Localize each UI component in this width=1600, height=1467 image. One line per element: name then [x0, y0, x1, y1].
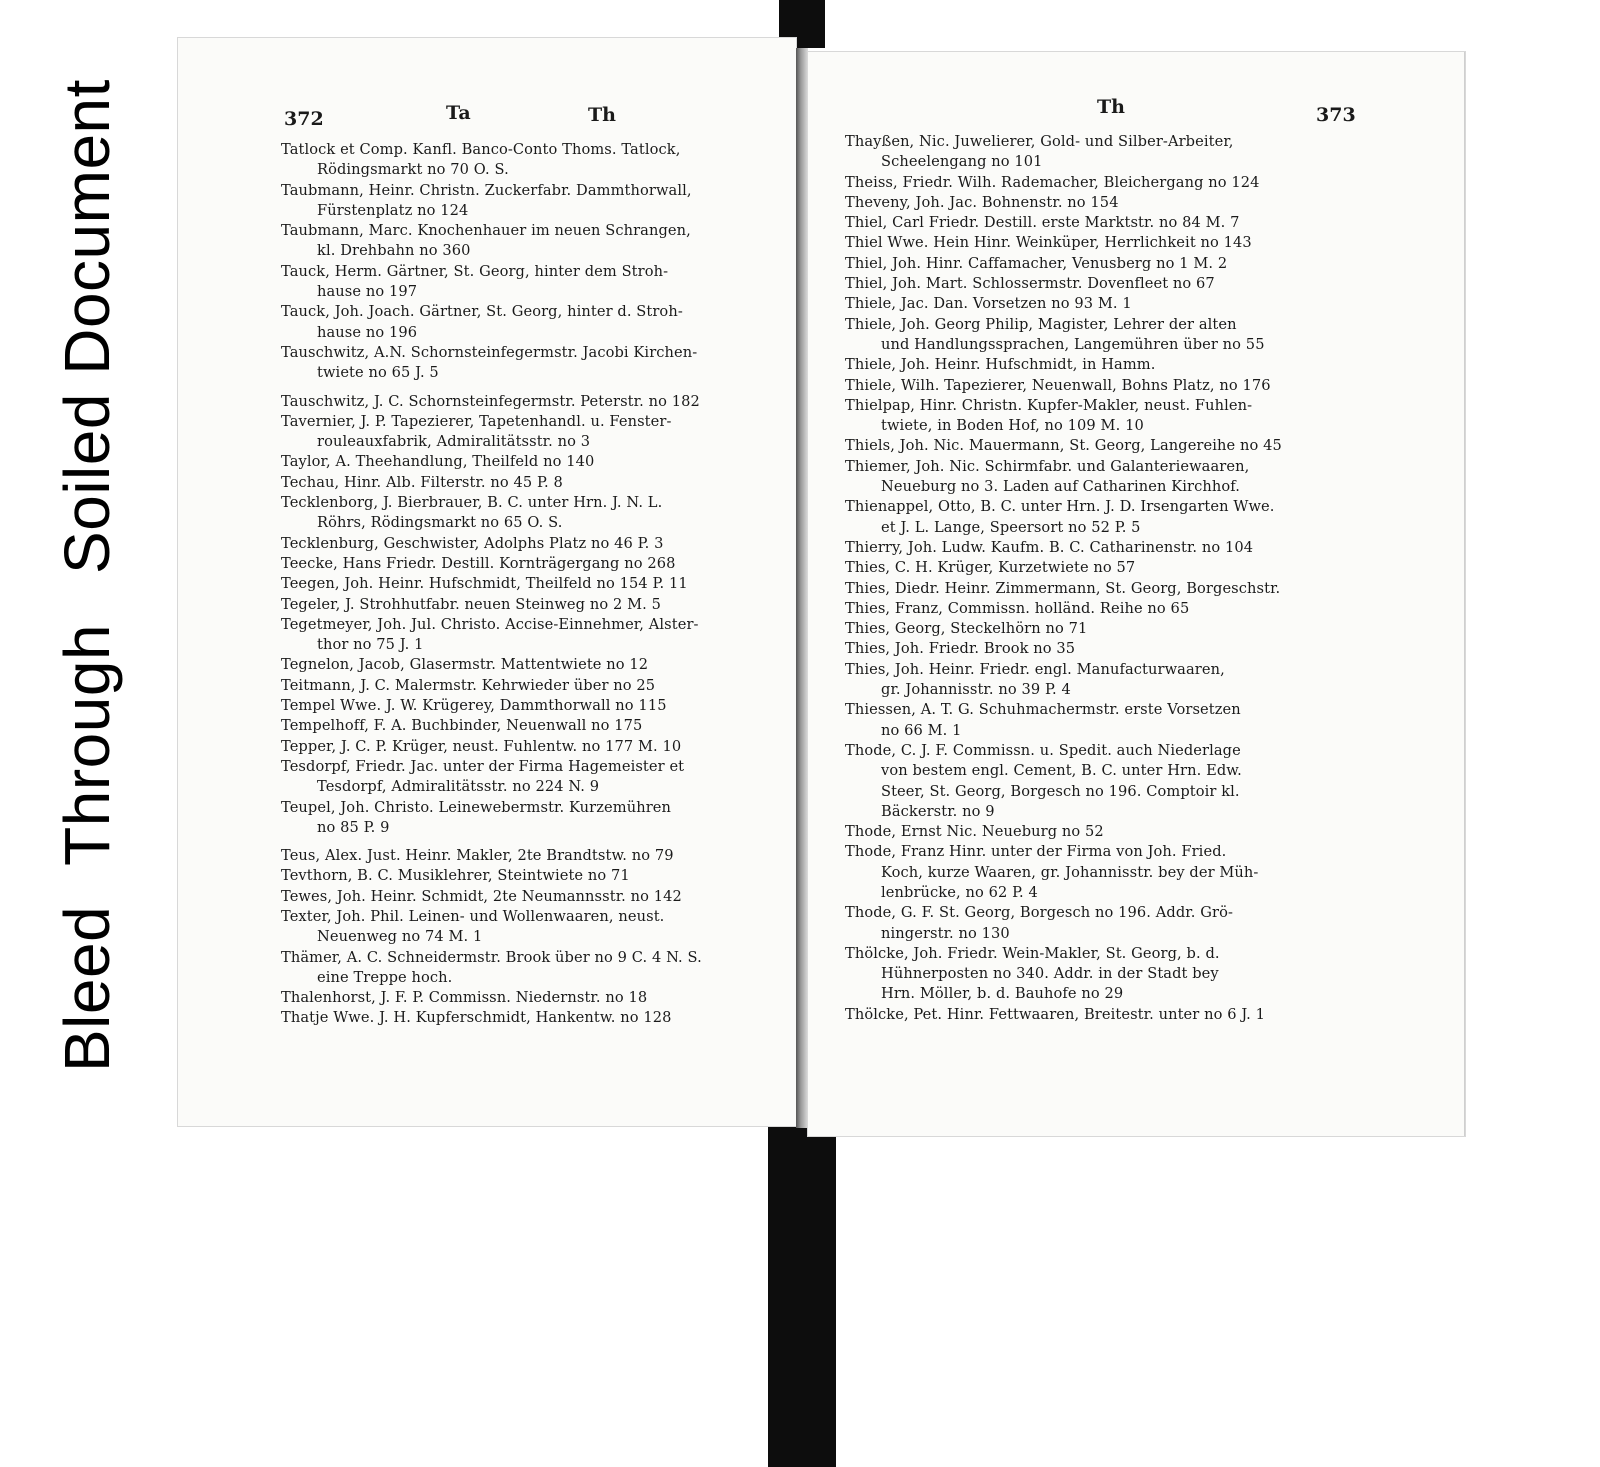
entry-first-line: Tempel Wwe. J. W. Krügerey, Dammthorwall no 115: [281, 697, 667, 715]
entry-continuation-line: Hühnerposten no 340. Addr. in der Stadt bey: [881, 965, 1219, 983]
entry-first-line: Tecklenborg, J. Bierbrauer, B. C. unter Hrn. J. N. L.: [281, 494, 663, 512]
entry-continuation-line: Fürstenplatz no 124: [317, 201, 469, 219]
entry-first-line: Thiele, Jac. Dan. Vorsetzen no 93 M. 1: [845, 295, 1132, 313]
entry-first-line: Thode, Ernst Nic. Neueburg no 52: [845, 823, 1104, 841]
left-heading-ta: Ta: [446, 102, 471, 124]
directory-entry: [281, 846, 702, 866]
directory-entry: [281, 262, 702, 303]
directory-entry: [845, 173, 1282, 193]
directory-entry: [845, 700, 1282, 741]
entry-first-line: Thienappel, Otto, B. C. unter Hrn. J. D. Irsengarten Wwe.: [845, 498, 1275, 516]
entry-continuation-line: Rödingsmarkt no 70 O. S.: [317, 161, 509, 179]
entry-continuation-line: no 85 P. 9: [317, 818, 390, 836]
directory-entry: [845, 497, 1282, 538]
entry-continuation-line: Steer, St. Georg, Borgesch no 196. Comptoir kl.: [881, 782, 1240, 800]
directory-entry: [845, 842, 1282, 903]
left-page-number: 372: [284, 108, 324, 130]
entry-first-line: Thode, G. F. St. Georg, Borgesch no 196. Addr. Grö-: [845, 904, 1233, 922]
entry-first-line: Taubmann, Marc. Knochenhauer im neuen Schrangen,: [281, 222, 691, 240]
entry-first-line: Thayßen, Nic. Juwelierer, Gold- und Silber-Arbeiter,: [845, 133, 1234, 150]
left-page: [178, 38, 796, 1126]
entry-first-line: Teecke, Hans Friedr. Destill. Kornträgergang no 268: [281, 554, 676, 572]
side-label-word-3: Soiled Document: [51, 79, 123, 574]
directory-entry: [281, 615, 702, 656]
entry-first-line: Thies, C. H. Krüger, Kurzetwiete no 57: [845, 559, 1136, 577]
entry-first-line: Thies, Diedr. Heinr. Zimmermann, St. Georg, Borgeschstr.: [845, 579, 1281, 597]
entry-first-line: Thölcke, Pet. Hinr. Fettwaaren, Breitestr. unter no 6 J. 1: [845, 1005, 1266, 1023]
directory-entry: [845, 903, 1282, 944]
entry-continuation-line: von bestem engl. Cement, B. C. unter Hrn. Edw.: [881, 762, 1242, 780]
directory-entry: [845, 213, 1282, 233]
entry-continuation-line: gr. Johannisstr. no 39 P. 4: [881, 681, 1071, 699]
binding-strip-bottom: [768, 1122, 836, 1467]
directory-entry: [845, 294, 1282, 314]
entry-continuation-line: hause no 196: [317, 323, 418, 341]
entry-continuation-line: ningerstr. no 130: [881, 924, 1010, 942]
entry-continuation-line: Koch, kurze Waaren, gr. Johannisstr. bey der Müh-: [881, 863, 1259, 881]
entry-continuation-line: und Handlungssprachen, Langemühren über no 55: [881, 335, 1265, 353]
entry-continuation-line: rouleauxfabrik, Admiralitätsstr. no 3: [317, 433, 591, 451]
directory-entry: [845, 619, 1282, 639]
directory-entry: [281, 452, 702, 472]
entry-continuation-line: Scheelengang no 101: [881, 153, 1043, 171]
directory-entry: [845, 376, 1282, 396]
directory-entry: [281, 140, 702, 181]
entry-first-line: Thölcke, Joh. Friedr. Wein-Makler, St. Georg, b. d.: [845, 944, 1220, 962]
entry-first-line: Thies, Joh. Heinr. Friedr. engl. Manufacturwaaren,: [845, 660, 1225, 678]
entry-first-line: Tauschwitz, A.N. Schornsteinfegermstr. Jacobi Kirchen-: [281, 343, 698, 361]
entry-first-line: Thiele, Joh. Heinr. Hufschmidt, in Hamm.: [845, 356, 1156, 374]
entry-first-line: Teitmann, J. C. Malermstr. Kehrwieder über no 25: [281, 676, 656, 694]
entry-continuation-line: kl. Drehbahn no 360: [317, 242, 471, 260]
entry-first-line: Tauck, Herm. Gärtner, St. Georg, hinter dem Stroh-: [281, 262, 669, 280]
entry-first-line: Thies, Georg, Steckelhörn no 71: [845, 620, 1088, 638]
directory-entry: [845, 822, 1282, 842]
entry-first-line: Thode, Franz Hinr. unter der Firma von Joh. Fried.: [845, 843, 1227, 861]
directory-entry: [281, 737, 702, 757]
entry-continuation-line: lenbrücke, no 62 P. 4: [881, 883, 1038, 901]
entry-continuation-line: hause no 197: [317, 283, 418, 301]
directory-entry: [281, 473, 702, 493]
side-label-word-2: Through: [51, 623, 123, 866]
directory-entry: [281, 907, 702, 948]
entry-first-line: Tecklenburg, Geschwister, Adolphs Platz no 46 P. 3: [281, 534, 664, 552]
entry-first-line: Tewes, Joh. Heinr. Schmidt, 2te Neumannsstr. no 142: [281, 887, 682, 905]
entry-first-line: Thämer, A. C. Schneidermstr. Brook über no 9 C. 4 N. S.: [281, 948, 702, 966]
entry-first-line: Thiel, Joh. Mart. Schlossermstr. Dovenfleet no 67: [845, 275, 1215, 293]
entry-continuation-line: Röhrs, Rödingsmarkt no 65 O. S.: [317, 514, 563, 532]
entry-first-line: Thierry, Joh. Ludw. Kaufm. B. C. Catharinenstr. no 104: [845, 538, 1254, 556]
entry-first-line: Thiele, Joh. Georg Philip, Magister, Lehrer der alten: [845, 315, 1237, 333]
entry-continuation-line: et J. L. Lange, Speersort no 52 P. 5: [881, 518, 1141, 536]
directory-entry: [281, 534, 702, 554]
directory-entry: [281, 1008, 702, 1028]
directory-entry: [845, 1005, 1282, 1025]
page-gutter: [796, 48, 808, 1128]
entry-first-line: Thiessen, A. T. G. Schuhmachermstr. erste Vorsetzen: [845, 701, 1241, 719]
entry-first-line: Thies, Joh. Friedr. Brook no 35: [845, 640, 1076, 658]
directory-entry: [845, 193, 1282, 213]
right-entry-list: [845, 132, 1282, 1025]
entry-continuation-line: Neuenweg no 74 M. 1: [317, 928, 483, 946]
side-label-word-1: Bleed: [51, 905, 123, 1072]
entry-continuation-line: thor no 75 J. 1: [317, 636, 424, 654]
directory-entry: [845, 579, 1282, 599]
entry-first-line: Thode, C. J. F. Commissn. u. Spedit. auch Niederlage: [845, 741, 1241, 759]
directory-entry: [281, 221, 702, 262]
entry-first-line: Teus, Alex. Just. Heinr. Makler, 2te Brandtstw. no 79: [281, 847, 674, 865]
entry-first-line: Thiel, Joh. Hinr. Caffamacher, Venusberg no 1 M. 2: [845, 254, 1228, 272]
entry-first-line: Tegetmeyer, Joh. Jul. Christo. Accise-Einnehmer, Alster-: [281, 615, 699, 633]
entry-first-line: Tauck, Joh. Joach. Gärtner, St. Georg, hinter d. Stroh-: [281, 303, 683, 321]
directory-entry: [845, 132, 1282, 173]
entry-first-line: Taylor, A. Theehandlung, Theilfeld no 140: [281, 453, 595, 471]
entry-first-line: Thiels, Joh. Nic. Mauermann, St. Georg, Langereihe no 45: [845, 437, 1282, 455]
directory-entry: [281, 554, 702, 574]
directory-entry: [845, 639, 1282, 659]
entry-first-line: Thiemer, Joh. Nic. Schirmfabr. und Galanteriewaaren,: [845, 457, 1250, 475]
entry-continuation-line: twiete no 65 J. 5: [317, 364, 439, 382]
side-label-text: [50, 79, 124, 1072]
entry-first-line: Thiel Wwe. Hein Hinr. Weinküper, Herrlichkeit no 143: [845, 234, 1252, 252]
entry-first-line: Thiel, Carl Friedr. Destill. erste Marktstr. no 84 M. 7: [845, 214, 1240, 232]
entry-first-line: Taubmann, Heinr. Christn. Zuckerfabr. Dammthorwall,: [281, 181, 692, 199]
directory-entry: [845, 315, 1282, 356]
directory-entry: [845, 599, 1282, 619]
entry-continuation-line: Tesdorpf, Admiralitätsstr. no 224 N. 9: [317, 778, 600, 796]
entry-first-line: Tauschwitz, J. C. Schornsteinfegermstr. Peterstr. no 182: [281, 392, 700, 410]
directory-entry: [281, 343, 702, 384]
entry-continuation-line: eine Treppe hoch.: [317, 968, 453, 986]
directory-entry: [281, 412, 702, 453]
entry-first-line: Thatje Wwe. J. H. Kupferschmidt, Hankentw. no 128: [281, 1009, 672, 1027]
directory-entry: [845, 660, 1282, 701]
directory-entry: [845, 457, 1282, 498]
left-heading-th: Th: [588, 104, 616, 126]
entry-first-line: Tegeler, J. Strohhutfabr. neuen Steinweg no 2 M. 5: [281, 595, 661, 613]
right-page-number: 373: [1316, 104, 1356, 126]
right-page: [808, 52, 1465, 1136]
directory-entry: [281, 574, 702, 594]
directory-entry: [845, 558, 1282, 578]
entry-first-line: Thiele, Wilh. Tapezierer, Neuenwall, Bohns Platz, no 176: [845, 376, 1271, 394]
entry-continuation-line: Bäckerstr. no 9: [881, 802, 995, 820]
entry-first-line: Tatlock et Comp. Kanfl. Banco-Conto Thoms. Tatlock,: [281, 141, 681, 158]
directory-entry: [845, 436, 1282, 456]
entry-first-line: Techau, Hinr. Alb. Filterstr. no 45 P. 8: [281, 473, 563, 491]
directory-entry: [845, 274, 1282, 294]
entry-first-line: Tevthorn, B. C. Musiklehrer, Steintwiete no 71: [281, 867, 630, 885]
entry-continuation-line: Hrn. Möller, b. d. Bauhofe no 29: [881, 985, 1124, 1003]
directory-entry: [281, 302, 702, 343]
left-entry-list: [281, 140, 702, 1029]
entry-continuation-line: Neueburg no 3. Laden auf Catharinen Kirchhof.: [881, 478, 1240, 496]
directory-entry: [845, 254, 1282, 274]
entry-continuation-line: twiete, in Boden Hof, no 109 M. 10: [881, 417, 1144, 435]
entry-first-line: Tegnelon, Jacob, Glasermstr. Mattentwiete no 12: [281, 656, 649, 674]
entry-first-line: Teupel, Joh. Christo. Leinewebermstr. Kurzemühren: [281, 798, 672, 816]
directory-entry: [281, 757, 702, 798]
directory-entry: [845, 538, 1282, 558]
entry-first-line: Teegen, Joh. Heinr. Hufschmidt, Theilfeld no 154 P. 11: [281, 575, 688, 593]
directory-entry: [281, 798, 702, 839]
directory-entry: [845, 396, 1282, 437]
entry-first-line: Tempelhoff, F. A. Buchbinder, Neuenwall no 175: [281, 717, 643, 735]
entry-first-line: Tavernier, J. P. Tapezierer, Tapetenhandl. u. Fenster-: [281, 412, 672, 430]
directory-entry: [281, 988, 702, 1008]
directory-entry: [281, 493, 702, 534]
entry-first-line: Theiss, Friedr. Wilh. Rademacher, Bleichergang no 124: [845, 173, 1260, 191]
directory-entry: [281, 866, 702, 886]
entry-first-line: Thies, Franz, Commissn. holländ. Reihe no 65: [845, 599, 1190, 617]
directory-entry: [845, 741, 1282, 822]
directory-entry: [281, 595, 702, 615]
entry-continuation-line: no 66 M. 1: [881, 721, 962, 739]
directory-entry: [281, 392, 702, 412]
entry-first-line: Thalenhorst, J. F. P. Commissn. Niedernstr. no 18: [281, 989, 648, 1007]
directory-entry: [281, 181, 702, 222]
directory-entry: [281, 716, 702, 736]
entry-first-line: Texter, Joh. Phil. Leinen- und Wollenwaaren, neust.: [281, 907, 665, 925]
directory-entry: [281, 676, 702, 696]
entry-first-line: Tesdorpf, Friedr. Jac. unter der Firma Hagemeister et: [281, 757, 685, 775]
directory-entry: [845, 355, 1282, 375]
entry-first-line: Thielpap, Hinr. Christn. Kupfer-Makler, neust. Fuhlen-: [845, 396, 1253, 414]
directory-entry: [845, 233, 1282, 253]
directory-entry: [281, 655, 702, 675]
entry-first-line: Theveny, Joh. Jac. Bohnenstr. no 154: [845, 193, 1119, 211]
right-heading-th: Th: [1097, 96, 1125, 118]
directory-entry: [281, 696, 702, 716]
entry-first-line: Tepper, J. C. P. Krüger, neust. Fuhlentw. no 177 M. 10: [281, 737, 682, 755]
directory-entry: [281, 887, 702, 907]
directory-entry: [845, 944, 1282, 1005]
directory-entry: [281, 948, 702, 989]
